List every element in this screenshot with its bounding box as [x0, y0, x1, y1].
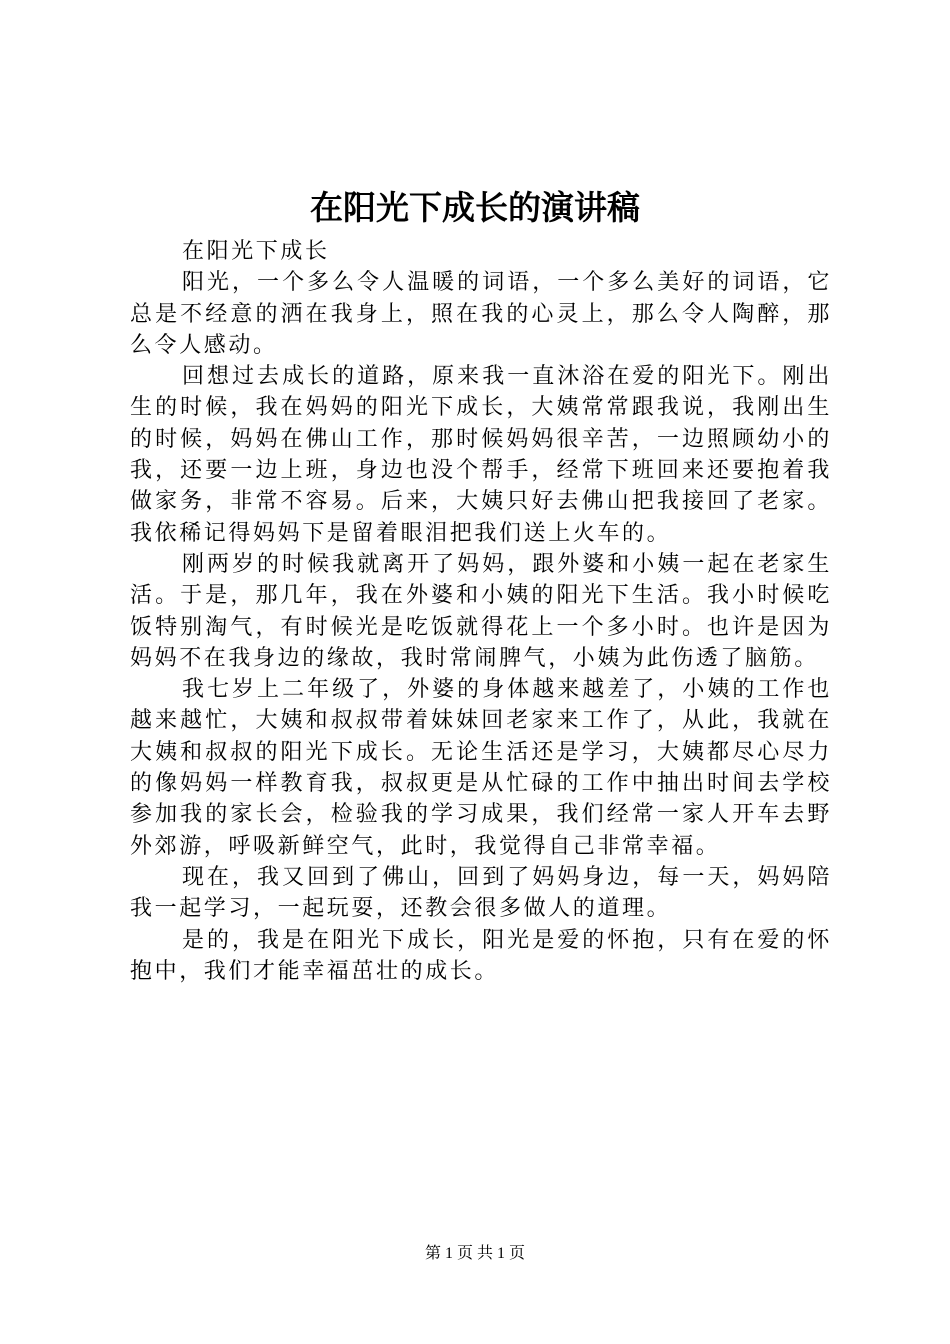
paragraph: 回想过去成长的道路，原来我一直沐浴在爱的阳光下。刚出生的时候，我在妈妈的阳光下成长，大姨常常跟我说，我刚出生的时候，妈妈在佛山工作，那时候妈妈很辛苦，一边照顾幼小的我，还要一边上班，身边也没个帮手，经常下班回来还要抱着我做家务，非常不容易。后来，大姨只好去佛山把我接回了老家。我依稀记得妈妈下是留着眼泪把我们送上火车的。 — [130, 364, 832, 546]
page-title: 在阳光下成长的演讲稿 — [310, 188, 640, 227]
paragraph: 刚两岁的时候我就离开了妈妈，跟外婆和小姨一起在老家生活。于是，那几年，我在外婆和小姨的阳光下生活。我小时候吃饭特别淘气，有时候光是吃饭就得花上一个多小时。也许是因为妈妈不在我身边的缘故，我时常闹脾气，小姨为此伤透了脑筋。 — [130, 551, 832, 671]
paragraph: 我七岁上二年级了，外婆的身体越来越差了，小姨的工作也越来越忙，大姨和叔叔带着妹妹回老家来工作了，从此，我就在大姨和叔叔的阳光下成长。无论生活还是学习，大姨都尽心尽力的像妈妈一样教育我，叔叔更是从忙碌的工作中抽出时间去学校参加我的家长会，检验我的学习成果，我们经常一家人开车去野外郊游，呼吸新鲜空气，此时，我觉得自己非常幸福。 — [130, 677, 832, 859]
paragraph-subtitle: 在阳光下成长 — [182, 239, 330, 264]
paragraph: 现在，我又回到了佛山，回到了妈妈身边，每一天，妈妈陪我一起学习，一起玩耍，还教会很多做人的道理。 — [130, 864, 832, 922]
paragraph: 阳光，一个多么令人温暖的词语，一个多么美好的词语，它总是不经意的洒在我身上，照在我的心灵上，那么令人陶醉，那么令人感动。 — [130, 270, 832, 358]
document-body — [130, 236, 832, 987]
page-footer: 第 1 页 共 1 页 — [424, 1245, 525, 1262]
paragraph: 是的，我是在阳光下成长，阳光是爱的怀抱，只有在爱的怀抱中，我们才能幸福茁壮的成长。 — [130, 927, 832, 984]
